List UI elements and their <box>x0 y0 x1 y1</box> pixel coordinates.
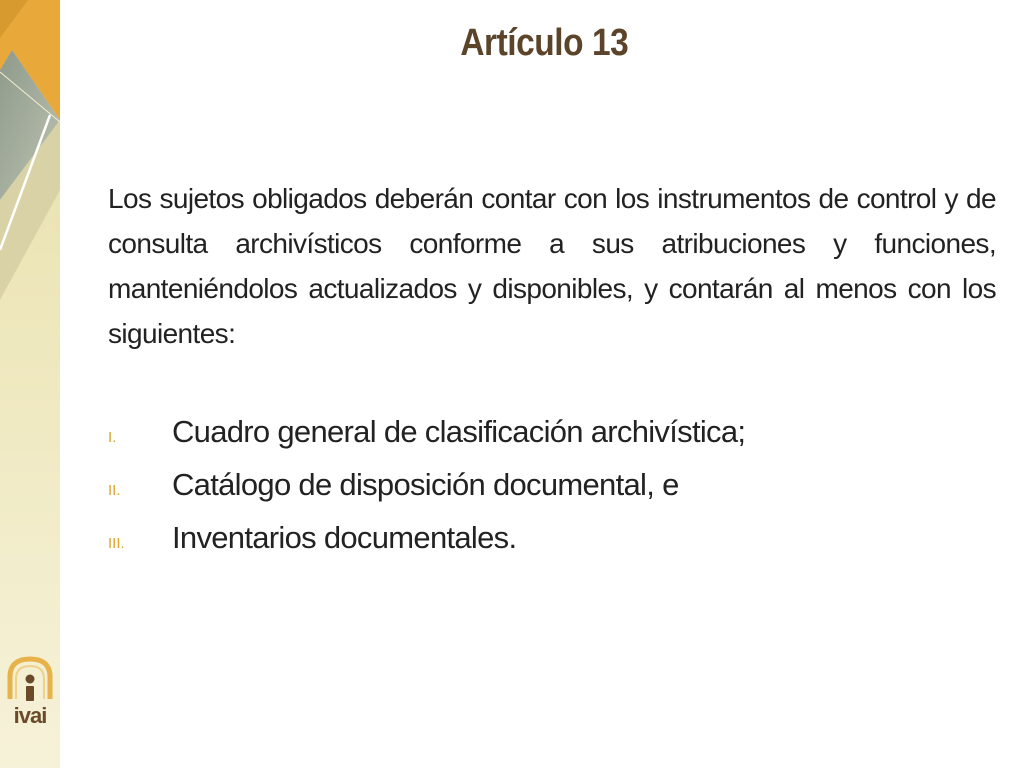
instruments-list <box>108 414 988 573</box>
ivai-logo <box>4 655 56 750</box>
list-item-text: Cuadro general de clasificación archivística; <box>172 414 746 449</box>
article-paragraph: Los sujetos obligados deberán contar con los instrumentos de control y de consulta archivísticos conforme a sus atribuciones y funciones, manteniéndolos actualizados y disponibles, y contarán al menos con los siguientes: <box>108 183 996 349</box>
list-item <box>108 467 988 520</box>
svg-text:ivai: ivai <box>13 703 47 728</box>
list-item-text: Inventarios documentales. <box>172 520 517 555</box>
roman-numeral: II. <box>108 482 121 499</box>
roman-numeral: I. <box>108 429 117 446</box>
list-item <box>108 414 988 467</box>
slide-title: Artículo 13 <box>460 22 629 64</box>
list-item <box>108 520 988 573</box>
list-item-text: Catálogo de disposición documental, e <box>172 467 679 502</box>
roman-numeral: III. <box>108 535 125 552</box>
decorative-side-panel <box>0 0 60 768</box>
